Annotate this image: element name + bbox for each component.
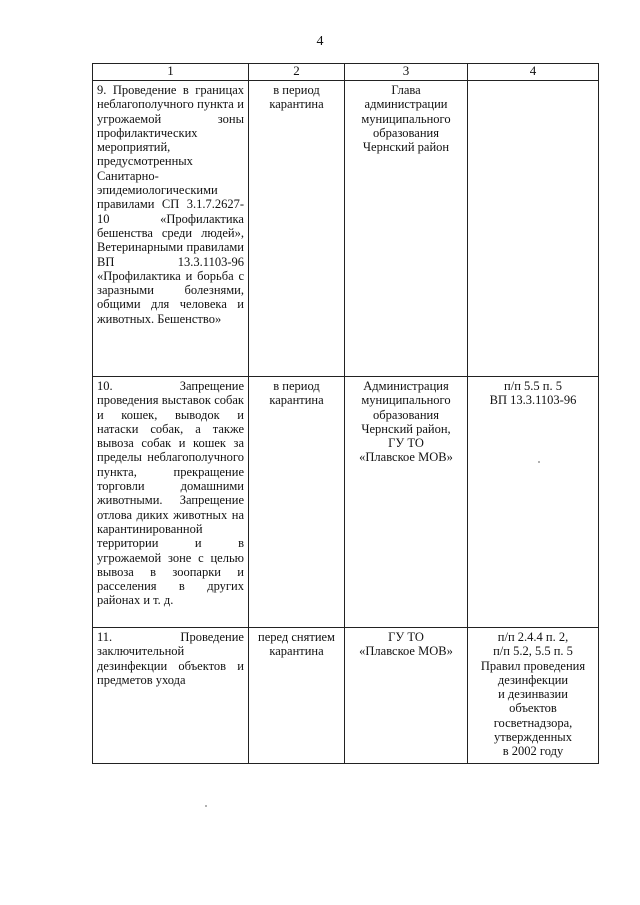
measure-cell: 10. Запрещение проведения выставок собак и кошек, выводок и натаски собак, а также вывоза собак и кошек за пределы неблагополучного пункта, прекращение торговли домашними животными. Запрещение отлова диких животных на карантинированной территории и в угрожаемой зоне с целью вывоза в зоопарки и расселения в других районах и т. д.	[93, 377, 249, 628]
responsible-cell: ГУ ТО «Плавское МОВ»	[345, 628, 468, 764]
responsible-cell: Глава администрации муниципального образования Чернский район	[345, 81, 468, 377]
header-col-2: 2	[249, 64, 345, 81]
scan-speck	[538, 461, 540, 463]
page-number: 4	[316, 34, 324, 49]
measure-cell: 9. Проведение в границах неблагополучного пункта и угрожаемой зоны профилактических мероприятий, предусмотренных Санитарно-эпидемиологическими правилами СП 3.1.7.2627-10 «Профилактика бешенства среди людей», Ветеринарными правилами ВП 13.3.1103-96 «Профилактика и борьба с заразными болезнями, общими для человека и животных. Бешенство»	[93, 81, 249, 377]
table-row	[93, 81, 599, 377]
measures-table	[92, 63, 599, 764]
header-col-4: 4	[468, 64, 599, 81]
scan-speck	[205, 805, 207, 807]
table-row	[93, 628, 599, 764]
basis-cell: п/п 2.4.4 п. 2, п/п 5.2, 5.5 п. 5 Правил проведения дезинфекции и дезинвазии объектов госветнадзора, утвержденных в 2002 году	[468, 628, 599, 764]
header-col-3: 3	[345, 64, 468, 81]
period-cell: в период карантина	[249, 377, 345, 628]
basis-cell	[468, 81, 599, 377]
header-col-1: 1	[93, 64, 249, 81]
measure-cell: 11. Проведение заключительной дезинфекции объектов и предметов ухода	[93, 628, 249, 764]
header-row	[93, 64, 599, 81]
responsible-cell: Администрация муниципального образования Чернский район, ГУ ТО «Плавское МОВ»	[345, 377, 468, 628]
table-row	[93, 377, 599, 628]
period-cell: в период карантина	[249, 81, 345, 377]
basis-cell: п/п 5.5 п. 5 ВП 13.3.1103-96	[468, 377, 599, 628]
period-cell: перед снятием карантина	[249, 628, 345, 764]
